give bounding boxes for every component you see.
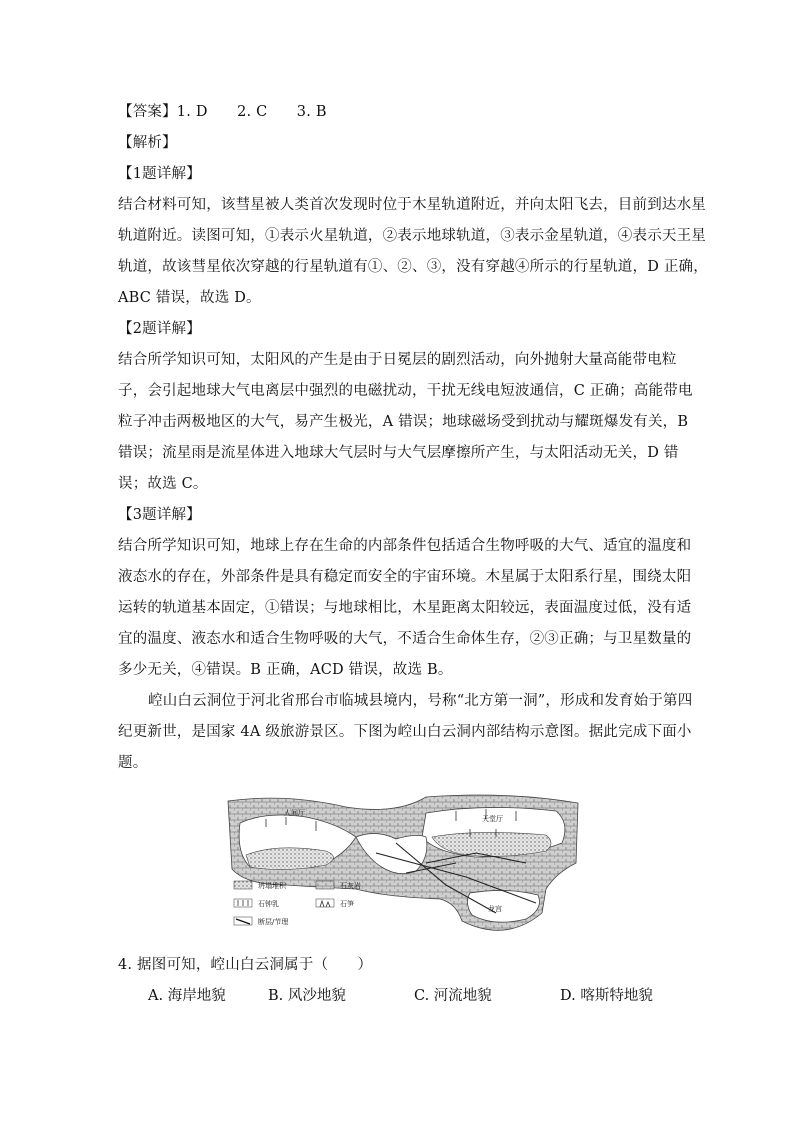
q3-text-line: 运转的轨道基本固定，①错误；与地球相比，木星距离太阳较远，表面温度过低，没有适 xyxy=(118,600,692,616)
legend-label-limestone: 石灰岩 xyxy=(340,882,361,890)
hall-label-left: 人间厅 xyxy=(284,809,305,817)
legend-label-stalagmite: 石笋 xyxy=(340,900,354,908)
option-c[interactable]: C. 河流地貌 xyxy=(414,988,492,1004)
q2-text-line: 子，会引起地球大气电离层中强烈的电磁扰动，干扰无线电短波通信，C 正确；高能带电 xyxy=(118,383,693,399)
q2-heading: 【2题详解】 xyxy=(118,321,201,337)
q3-text-line: 液态水的存在，外部条件是具有稳定而安全的宇宙环境。木星属于太阳系行星，围绕太阳 xyxy=(118,569,692,585)
q3-text-line: 结合所学知识可知，地球上存在生命的内部条件包括适合生物呼吸的大气、适宜的温度和 xyxy=(118,538,692,554)
cave-structure-figure xyxy=(226,793,580,943)
q1-text-line: 轨道附近。读图可知，①表示火星轨道，②表示地球轨道，③表示金星轨道，④表示天王星 xyxy=(118,228,706,244)
intro-line: 纪更新世，是国家 4A 级旅游景区。下图为崆山白云洞内部结构示意图。据此完成下面小 xyxy=(118,724,692,740)
question-4: 4. 据图可知，崆山白云洞属于（ ） xyxy=(118,957,373,973)
legend-label-collapse: 坍塌堆积 xyxy=(258,882,286,890)
q2-text-line: 错误；流星雨是流星体进入地球大气层时与大气层摩擦所产生，与太阳活动无关，D 错 xyxy=(118,445,679,461)
q3-heading: 【3题详解】 xyxy=(118,507,201,523)
option-a[interactable]: A. 海岸地貌 xyxy=(148,988,226,1004)
analysis-heading: 【解析】 xyxy=(118,135,177,151)
intro-line: 崆山白云洞位于河北省邢台市临城县境内，号称“北方第一洞”，形成和发育始于第四 xyxy=(148,693,693,709)
answer-line: 【答案】1. D 2. C 3. B xyxy=(118,104,327,120)
q2-text-line: 误；故选 C。 xyxy=(118,476,208,492)
q1-text-line: 轨道，故该彗星依次穿越的行星轨道有①、②、③，没有穿越④所示的行星轨道，D 正确， xyxy=(118,259,708,275)
legend-label-stalactite: 石钟乳 xyxy=(258,900,279,908)
hall-label-right: 天堂厅 xyxy=(482,815,503,823)
option-b[interactable]: B. 风沙地貌 xyxy=(268,988,346,1004)
q3-text-line: 多少无关，④错误。B 正确，ACD 错误，故选 B。 xyxy=(118,662,453,678)
legend xyxy=(234,881,361,926)
intro-line: 题。 xyxy=(118,755,148,771)
q1-heading: 【1题详解】 xyxy=(118,166,201,182)
q2-text-line: 粒子冲击两极地区的大气，易产生极光，A 错误；地球磁场受到扰动与耀斑爆发有关，B xyxy=(118,414,689,430)
hall-label-bottom: 龙宫 xyxy=(488,905,502,913)
q2-text-line: 结合所学知识可知，太阳风的产生是由于日冕层的剧烈活动，向外抛射大量高能带电粒 xyxy=(118,352,677,368)
q1-text-line: ABC 错误，故选 D。 xyxy=(118,290,261,306)
option-d[interactable]: D. 喀斯特地貌 xyxy=(560,988,653,1004)
q3-text-line: 宜的温度、液态水和适合生物呼吸的大气，不适合生命体生存，②③正确；与卫星数量的 xyxy=(118,631,692,647)
q1-text-line: 结合材料可知，该彗星被人类首次发现时位于木星轨道附近，并向太阳飞去，目前到达水星 xyxy=(118,197,706,213)
legend-label-fault: 断层/节理 xyxy=(258,918,289,926)
